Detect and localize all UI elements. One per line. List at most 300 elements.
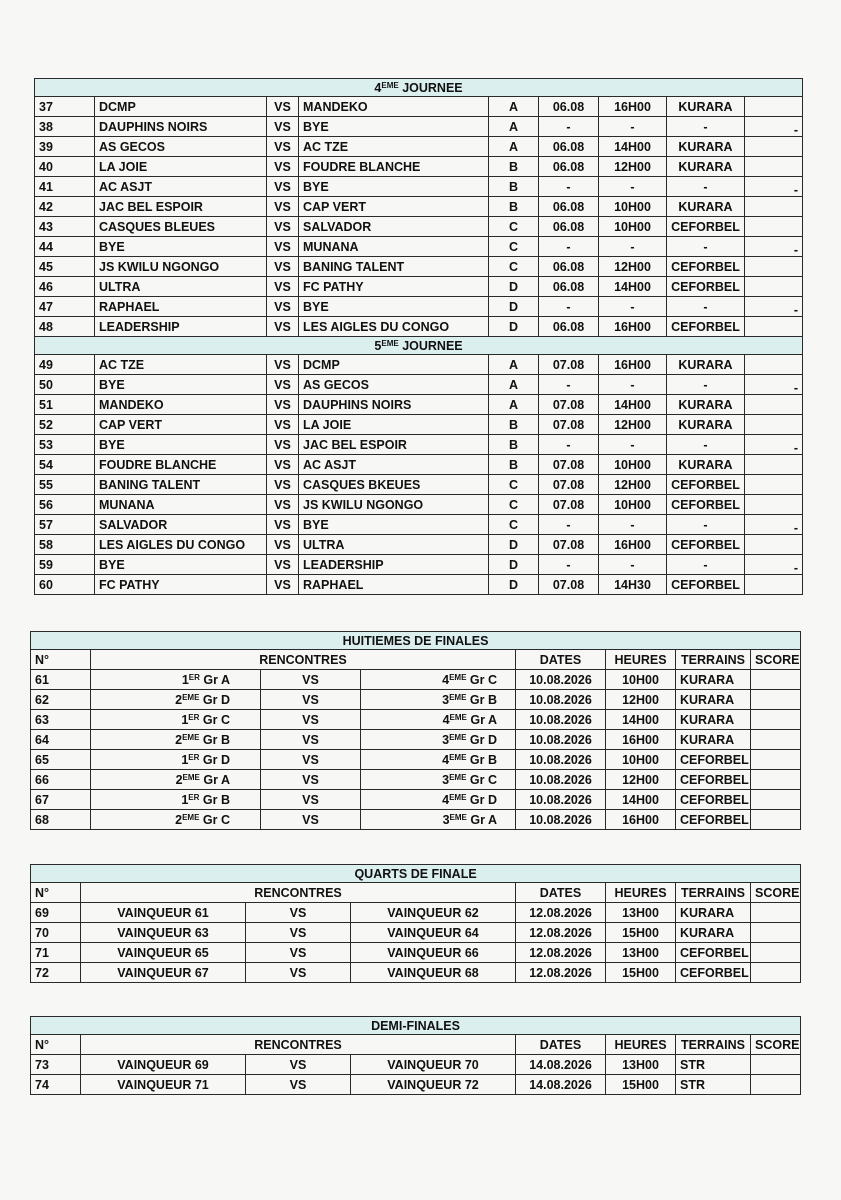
match-score bbox=[745, 555, 803, 575]
match-number: 60 bbox=[35, 575, 95, 595]
home-team: VAINQUEUR 61 bbox=[81, 903, 246, 923]
round-header bbox=[35, 337, 803, 355]
home-slot bbox=[91, 810, 261, 830]
table-row bbox=[31, 963, 801, 983]
match-number: 67 bbox=[31, 790, 91, 810]
away-team: CAP VERT bbox=[299, 197, 489, 217]
match-date: 10.08.2026 bbox=[516, 670, 606, 690]
vs-label: VS bbox=[246, 1055, 351, 1075]
match-venue: KURARA bbox=[667, 157, 745, 177]
match-venue: KURARA bbox=[667, 97, 745, 117]
home-group: Gr B bbox=[202, 732, 230, 747]
home-slot bbox=[91, 710, 261, 730]
home-team: AC TZE bbox=[95, 355, 267, 375]
vs-label: VS bbox=[267, 395, 299, 415]
stage-header bbox=[31, 1017, 801, 1035]
away-group: Gr B bbox=[469, 752, 497, 767]
group-letter: D bbox=[489, 317, 539, 337]
match-number: 53 bbox=[35, 435, 95, 455]
match-score bbox=[745, 297, 803, 317]
table-row bbox=[31, 770, 801, 790]
home-group: Gr C bbox=[202, 712, 230, 727]
column-header-score: SCORE bbox=[751, 650, 801, 670]
table-row bbox=[35, 117, 803, 137]
home-rank-suffix: ER bbox=[188, 752, 200, 762]
match-date: - bbox=[539, 297, 599, 317]
home-team: FC PATHY bbox=[95, 575, 267, 595]
vs-label: VS bbox=[267, 137, 299, 157]
vs-label: VS bbox=[267, 297, 299, 317]
match-time: 14H00 bbox=[599, 137, 667, 157]
home-group: Gr D bbox=[202, 752, 230, 767]
away-slot bbox=[361, 750, 516, 770]
away-team: JAC BEL ESPOIR bbox=[299, 435, 489, 455]
away-rank: 3 bbox=[442, 772, 450, 787]
round-title bbox=[35, 337, 803, 355]
match-date: 10.08.2026 bbox=[516, 710, 606, 730]
round-number-suffix: EME bbox=[381, 80, 399, 90]
vs-label: VS bbox=[267, 317, 299, 337]
column-header-score: SCORE bbox=[751, 883, 801, 903]
quarter-finals-table bbox=[30, 864, 801, 983]
home-rank-suffix: EME bbox=[182, 692, 200, 702]
match-number: 52 bbox=[35, 415, 95, 435]
away-rank-suffix: EME bbox=[449, 712, 467, 722]
away-team: AS GECOS bbox=[299, 375, 489, 395]
score-value: - bbox=[793, 380, 799, 395]
home-team: JS KWILU NGONGO bbox=[95, 257, 267, 277]
match-date: - bbox=[539, 555, 599, 575]
home-group: Gr C bbox=[202, 812, 230, 827]
match-venue: KURARA bbox=[667, 395, 745, 415]
match-time: - bbox=[599, 237, 667, 257]
table-row bbox=[35, 355, 803, 375]
match-score bbox=[745, 157, 803, 177]
match-number: 66 bbox=[31, 770, 91, 790]
match-venue: KURARA bbox=[676, 670, 751, 690]
match-date: - bbox=[539, 375, 599, 395]
match-time: 14H00 bbox=[606, 710, 676, 730]
match-date: - bbox=[539, 515, 599, 535]
table-row bbox=[35, 177, 803, 197]
score-value: - bbox=[793, 122, 799, 137]
match-date: 12.08.2026 bbox=[516, 943, 606, 963]
match-venue: CEFORBEL bbox=[667, 257, 745, 277]
away-rank-suffix: EME bbox=[449, 692, 467, 702]
table-row bbox=[35, 535, 803, 555]
home-group: Gr B bbox=[202, 792, 230, 807]
home-group: Gr A bbox=[203, 672, 230, 687]
match-time: 10H00 bbox=[599, 217, 667, 237]
match-score bbox=[745, 515, 803, 535]
away-slot bbox=[361, 710, 516, 730]
match-score bbox=[745, 117, 803, 137]
match-score bbox=[745, 237, 803, 257]
vs-label: VS bbox=[267, 97, 299, 117]
away-slot bbox=[361, 770, 516, 790]
table-row bbox=[35, 575, 803, 595]
match-date: - bbox=[539, 435, 599, 455]
match-number: 37 bbox=[35, 97, 95, 117]
match-time: 13H00 bbox=[606, 943, 676, 963]
match-time: 16H00 bbox=[599, 317, 667, 337]
away-rank-suffix: EME bbox=[449, 772, 467, 782]
stage-title: QUARTS DE FINALE bbox=[31, 865, 801, 883]
stage-header bbox=[31, 632, 801, 650]
match-number: 61 bbox=[31, 670, 91, 690]
match-venue: KURARA bbox=[667, 355, 745, 375]
group-letter: D bbox=[489, 575, 539, 595]
group-letter: C bbox=[489, 257, 539, 277]
match-venue: KURARA bbox=[676, 923, 751, 943]
match-score bbox=[745, 97, 803, 117]
vs-label: VS bbox=[267, 257, 299, 277]
column-header-matches: RENCONTRES bbox=[81, 883, 516, 903]
round-number: 4 bbox=[374, 80, 382, 95]
match-date: 06.08 bbox=[539, 197, 599, 217]
home-rank: 1 bbox=[181, 792, 189, 807]
vs-label: VS bbox=[246, 923, 351, 943]
match-score bbox=[751, 903, 801, 923]
match-score bbox=[745, 455, 803, 475]
match-score bbox=[745, 495, 803, 515]
match-score bbox=[751, 770, 801, 790]
match-date: 14.08.2026 bbox=[516, 1075, 606, 1095]
table-row bbox=[35, 257, 803, 277]
match-time: 12H00 bbox=[599, 475, 667, 495]
match-time: 16H00 bbox=[599, 355, 667, 375]
match-time: 12H00 bbox=[599, 415, 667, 435]
table-row bbox=[35, 157, 803, 177]
group-letter: D bbox=[489, 555, 539, 575]
match-venue: - bbox=[667, 177, 745, 197]
away-team: BANING TALENT bbox=[299, 257, 489, 277]
round-label: JOURNEE bbox=[402, 80, 463, 95]
match-date: 06.08 bbox=[539, 317, 599, 337]
match-number: 48 bbox=[35, 317, 95, 337]
away-team: DCMP bbox=[299, 355, 489, 375]
away-slot bbox=[361, 810, 516, 830]
match-date: 07.08 bbox=[539, 355, 599, 375]
vs-label: VS bbox=[267, 375, 299, 395]
match-venue: CEFORBEL bbox=[676, 770, 751, 790]
vs-label: VS bbox=[267, 515, 299, 535]
match-score bbox=[745, 317, 803, 337]
home-slot bbox=[91, 750, 261, 770]
match-number: 69 bbox=[31, 903, 81, 923]
home-slot bbox=[91, 790, 261, 810]
vs-label: VS bbox=[267, 575, 299, 595]
column-header-dates: DATES bbox=[516, 883, 606, 903]
column-header-number: N° bbox=[31, 1035, 81, 1055]
away-team: VAINQUEUR 70 bbox=[351, 1055, 516, 1075]
match-date: 07.08 bbox=[539, 495, 599, 515]
match-venue: CEFORBEL bbox=[667, 535, 745, 555]
home-team: VAINQUEUR 63 bbox=[81, 923, 246, 943]
match-time: - bbox=[599, 375, 667, 395]
match-date: 14.08.2026 bbox=[516, 1055, 606, 1075]
table-row bbox=[35, 495, 803, 515]
round-title bbox=[35, 79, 803, 97]
vs-label: VS bbox=[267, 355, 299, 375]
away-team: MANDEKO bbox=[299, 97, 489, 117]
table-row bbox=[35, 317, 803, 337]
home-team: AC ASJT bbox=[95, 177, 267, 197]
match-score bbox=[751, 943, 801, 963]
vs-label: VS bbox=[261, 670, 361, 690]
match-venue: KURARA bbox=[676, 903, 751, 923]
column-header-venues: TERRAINS bbox=[676, 1035, 751, 1055]
match-date: 10.08.2026 bbox=[516, 810, 606, 830]
match-venue: - bbox=[667, 555, 745, 575]
match-date: - bbox=[539, 177, 599, 197]
away-team: VAINQUEUR 72 bbox=[351, 1075, 516, 1095]
column-header-venues: TERRAINS bbox=[676, 650, 751, 670]
match-score bbox=[751, 1075, 801, 1095]
home-team: BYE bbox=[95, 555, 267, 575]
away-team: MUNANA bbox=[299, 237, 489, 257]
table-row bbox=[35, 455, 803, 475]
match-venue: KURARA bbox=[676, 710, 751, 730]
home-slot bbox=[91, 670, 261, 690]
group-letter: B bbox=[489, 435, 539, 455]
match-score bbox=[745, 355, 803, 375]
home-rank: 1 bbox=[181, 712, 189, 727]
home-rank: 2 bbox=[175, 772, 183, 787]
score-value: - bbox=[793, 560, 799, 575]
vs-label: VS bbox=[246, 1075, 351, 1095]
away-team: BYE bbox=[299, 117, 489, 137]
away-group: Gr D bbox=[469, 792, 497, 807]
match-time: 10H00 bbox=[599, 197, 667, 217]
match-score bbox=[745, 475, 803, 495]
home-team: VAINQUEUR 69 bbox=[81, 1055, 246, 1075]
table-row bbox=[31, 730, 801, 750]
match-date: 12.08.2026 bbox=[516, 923, 606, 943]
group-letter: D bbox=[489, 535, 539, 555]
away-slot bbox=[361, 670, 516, 690]
away-team: AC ASJT bbox=[299, 455, 489, 475]
group-letter: D bbox=[489, 297, 539, 317]
match-venue: CEFORBEL bbox=[676, 790, 751, 810]
away-team: DAUPHINS NOIRS bbox=[299, 395, 489, 415]
match-number: 71 bbox=[31, 943, 81, 963]
home-team: BANING TALENT bbox=[95, 475, 267, 495]
match-venue: CEFORBEL bbox=[667, 217, 745, 237]
match-time: 14H30 bbox=[599, 575, 667, 595]
match-number: 63 bbox=[31, 710, 91, 730]
score-value: - bbox=[793, 302, 799, 317]
group-letter: C bbox=[489, 515, 539, 535]
match-score bbox=[751, 690, 801, 710]
match-date: 07.08 bbox=[539, 455, 599, 475]
match-score bbox=[751, 790, 801, 810]
away-group: Gr A bbox=[470, 812, 497, 827]
away-team: CASQUES BKEUES bbox=[299, 475, 489, 495]
match-time: 10H00 bbox=[599, 455, 667, 475]
match-venue: CEFORBEL bbox=[676, 943, 751, 963]
match-time: 12H00 bbox=[599, 157, 667, 177]
match-number: 59 bbox=[35, 555, 95, 575]
home-slot bbox=[91, 690, 261, 710]
match-time: - bbox=[599, 177, 667, 197]
home-slot bbox=[91, 730, 261, 750]
stage-header bbox=[31, 865, 801, 883]
home-rank: 1 bbox=[181, 672, 189, 687]
away-rank: 4 bbox=[442, 672, 450, 687]
vs-label: VS bbox=[246, 903, 351, 923]
column-header-matches: RENCONTRES bbox=[91, 650, 516, 670]
away-rank: 4 bbox=[442, 712, 450, 727]
match-venue: KURARA bbox=[667, 197, 745, 217]
column-header-venues: TERRAINS bbox=[676, 883, 751, 903]
vs-label: VS bbox=[246, 943, 351, 963]
vs-label: VS bbox=[267, 555, 299, 575]
away-team: FC PATHY bbox=[299, 277, 489, 297]
table-row bbox=[35, 415, 803, 435]
table-row bbox=[35, 297, 803, 317]
match-date: 06.08 bbox=[539, 257, 599, 277]
away-rank: 3 bbox=[442, 732, 450, 747]
table-row bbox=[31, 810, 801, 830]
match-time: 10H00 bbox=[606, 670, 676, 690]
match-venue: CEFORBEL bbox=[667, 277, 745, 297]
match-date: 10.08.2026 bbox=[516, 790, 606, 810]
away-team: VAINQUEUR 64 bbox=[351, 923, 516, 943]
vs-label: VS bbox=[267, 237, 299, 257]
match-number: 68 bbox=[31, 810, 91, 830]
away-rank-suffix: EME bbox=[449, 672, 467, 682]
away-rank-suffix: EME bbox=[449, 752, 467, 762]
match-number: 62 bbox=[31, 690, 91, 710]
match-venue: CEFORBEL bbox=[667, 495, 745, 515]
match-score bbox=[751, 963, 801, 983]
home-group: Gr A bbox=[203, 772, 230, 787]
match-score bbox=[745, 197, 803, 217]
match-time: 12H00 bbox=[606, 770, 676, 790]
match-venue: - bbox=[667, 297, 745, 317]
column-header-dates: DATES bbox=[516, 650, 606, 670]
table-row bbox=[35, 435, 803, 455]
vs-label: VS bbox=[267, 277, 299, 297]
match-date: 10.08.2026 bbox=[516, 770, 606, 790]
away-group: Gr A bbox=[470, 712, 497, 727]
match-number: 42 bbox=[35, 197, 95, 217]
match-number: 40 bbox=[35, 157, 95, 177]
column-header-row bbox=[31, 650, 801, 670]
home-rank-suffix: ER bbox=[188, 792, 200, 802]
column-header-score: SCORE bbox=[751, 1035, 801, 1055]
away-rank: 3 bbox=[442, 692, 450, 707]
match-venue: CEFORBEL bbox=[676, 810, 751, 830]
home-rank: 2 bbox=[175, 812, 183, 827]
match-score bbox=[745, 435, 803, 455]
vs-label: VS bbox=[267, 495, 299, 515]
match-score bbox=[745, 395, 803, 415]
home-team: BYE bbox=[95, 375, 267, 395]
vs-label: VS bbox=[267, 117, 299, 137]
table-row bbox=[35, 555, 803, 575]
group-letter: B bbox=[489, 455, 539, 475]
match-number: 45 bbox=[35, 257, 95, 277]
column-header-number: N° bbox=[31, 650, 91, 670]
match-time: 15H00 bbox=[606, 1075, 676, 1095]
away-group: Gr B bbox=[469, 692, 497, 707]
table-row bbox=[35, 217, 803, 237]
group-letter: A bbox=[489, 395, 539, 415]
table-row bbox=[31, 750, 801, 770]
match-venue: STR bbox=[676, 1055, 751, 1075]
match-date: 07.08 bbox=[539, 415, 599, 435]
match-date: 10.08.2026 bbox=[516, 730, 606, 750]
match-venue: - bbox=[667, 375, 745, 395]
home-team: LEADERSHIP bbox=[95, 317, 267, 337]
home-team: DCMP bbox=[95, 97, 267, 117]
match-time: 12H00 bbox=[606, 690, 676, 710]
match-time: 13H00 bbox=[606, 1055, 676, 1075]
away-team: LEADERSHIP bbox=[299, 555, 489, 575]
match-date: 06.08 bbox=[539, 217, 599, 237]
match-number: 72 bbox=[31, 963, 81, 983]
round-header bbox=[35, 79, 803, 97]
match-number: 73 bbox=[31, 1055, 81, 1075]
match-venue: - bbox=[667, 117, 745, 137]
vs-label: VS bbox=[267, 157, 299, 177]
table-row bbox=[31, 1055, 801, 1075]
match-number: 49 bbox=[35, 355, 95, 375]
table-row bbox=[35, 277, 803, 297]
away-slot bbox=[361, 790, 516, 810]
home-team: LES AIGLES DU CONGO bbox=[95, 535, 267, 555]
group-letter: C bbox=[489, 217, 539, 237]
away-team: LES AIGLES DU CONGO bbox=[299, 317, 489, 337]
vs-label: VS bbox=[267, 435, 299, 455]
match-time: - bbox=[599, 555, 667, 575]
vs-label: VS bbox=[261, 790, 361, 810]
match-time: - bbox=[599, 435, 667, 455]
home-rank-suffix: ER bbox=[188, 712, 200, 722]
match-venue: KURARA bbox=[676, 730, 751, 750]
away-team: VAINQUEUR 62 bbox=[351, 903, 516, 923]
column-header-dates: DATES bbox=[516, 1035, 606, 1055]
group-letter: B bbox=[489, 415, 539, 435]
table-row bbox=[35, 395, 803, 415]
group-letter: B bbox=[489, 157, 539, 177]
home-team: CAP VERT bbox=[95, 415, 267, 435]
group-stage-table bbox=[34, 78, 803, 595]
match-time: 10H00 bbox=[606, 750, 676, 770]
match-score bbox=[751, 923, 801, 943]
match-venue: KURARA bbox=[676, 690, 751, 710]
match-number: 38 bbox=[35, 117, 95, 137]
vs-label: VS bbox=[267, 217, 299, 237]
away-team: AC TZE bbox=[299, 137, 489, 157]
match-number: 44 bbox=[35, 237, 95, 257]
score-value: - bbox=[793, 520, 799, 535]
table-row bbox=[31, 670, 801, 690]
group-letter: A bbox=[489, 117, 539, 137]
home-rank: 2 bbox=[175, 692, 183, 707]
match-number: 55 bbox=[35, 475, 95, 495]
match-number: 46 bbox=[35, 277, 95, 297]
match-date: 06.08 bbox=[539, 97, 599, 117]
home-team: LA JOIE bbox=[95, 157, 267, 177]
home-group: Gr D bbox=[202, 692, 230, 707]
away-rank-suffix: EME bbox=[449, 732, 467, 742]
match-venue: CEFORBEL bbox=[667, 475, 745, 495]
table-row bbox=[31, 710, 801, 730]
column-header-row bbox=[31, 883, 801, 903]
